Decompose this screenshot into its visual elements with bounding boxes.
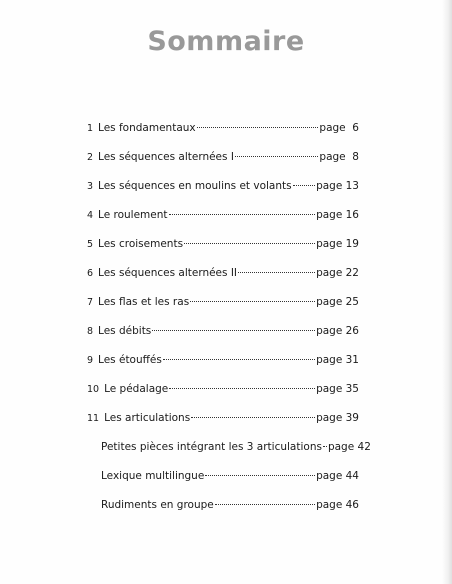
toc-entry-label: Rudiments en groupe [101, 499, 214, 511]
toc-entry-label: Les croisements [98, 238, 184, 250]
toc-entry-page: page 35 [316, 383, 359, 395]
toc-entry-page: page 8 [319, 151, 359, 163]
page-edge-shadow [442, 0, 452, 584]
toc-entry-page: page 42 [327, 441, 371, 453]
toc-entry [101, 439, 371, 455]
toc-entry-page: page 13 [316, 180, 359, 192]
toc-entry-number: 3 [87, 181, 94, 192]
toc-entry [87, 120, 359, 136]
toc-entry [87, 149, 359, 165]
toc-entry-label: Petites pièces intégrant les 3 articulations [101, 441, 322, 453]
dot-leader [235, 155, 318, 157]
toc-entry-page: page 19 [316, 238, 359, 250]
toc-entry [87, 178, 359, 194]
toc-entry-label: Les séquences alternées II [98, 267, 238, 279]
toc-entry-page: page 31 [316, 354, 359, 366]
dot-leader [169, 213, 316, 215]
toc-entry-label: Les séquences en moulins et volants [98, 180, 292, 192]
toc-entry [87, 323, 359, 339]
toc-entry-label: Lexique multilingue [101, 470, 205, 482]
dot-leader [152, 329, 315, 331]
toc-entry-label: Les articulations [104, 412, 191, 424]
toc-entry [87, 381, 359, 397]
toc-entry [101, 497, 359, 513]
toc-entry-number: 7 [87, 297, 94, 308]
toc-entry-number: 10 [87, 384, 100, 395]
toc-entry-number: 4 [87, 210, 94, 221]
dot-leader [238, 271, 315, 273]
toc-entry-label: Les étouffés [98, 354, 162, 366]
toc-entry-page: page 6 [319, 122, 359, 134]
toc-entry-number: 5 [87, 239, 94, 250]
toc-entry [101, 468, 359, 484]
toc-entry-number: 1 [87, 123, 94, 134]
dot-leader [163, 358, 315, 360]
dot-leader [293, 184, 315, 186]
toc-entry-label: Les débits [98, 325, 152, 337]
toc-entry-label: Le pédalage [104, 383, 169, 395]
dot-leader [205, 474, 315, 476]
toc-entry-label: Les fondamentaux [98, 122, 196, 134]
toc-entry-page: page 44 [316, 470, 359, 482]
toc-entry-number: 2 [87, 152, 94, 163]
toc-entry-label: Les flas et les ras [98, 296, 190, 308]
dot-leader [191, 416, 315, 418]
toc-entry-page: page 16 [316, 209, 359, 221]
dot-leader [215, 503, 315, 505]
toc-entry [87, 294, 359, 310]
page-title: Sommaire [147, 26, 305, 57]
toc-entry [87, 236, 359, 252]
toc-entry-number: 11 [87, 413, 100, 424]
toc-entry [87, 207, 359, 223]
toc-entry-page: page 26 [316, 325, 359, 337]
dot-leader [197, 126, 319, 128]
dot-leader [169, 387, 315, 389]
dot-leader [184, 242, 315, 244]
toc-entry-page: page 22 [316, 267, 359, 279]
toc-entry-label: Le roulement [98, 209, 168, 221]
toc-entry-page: page 46 [316, 499, 359, 511]
toc-entry-number: 8 [87, 326, 94, 337]
toc-entry [87, 265, 359, 281]
toc-entry-number: 6 [87, 268, 94, 279]
toc-entry [87, 410, 359, 426]
toc-entry-page: page 39 [316, 412, 359, 424]
toc-entry-label: Les séquences alternées I [98, 151, 234, 163]
toc-entry-page: page 25 [316, 296, 359, 308]
dot-leader [323, 445, 327, 447]
dot-leader [190, 300, 315, 302]
toc-entry-number: 9 [87, 355, 94, 366]
toc-entry [87, 352, 359, 368]
